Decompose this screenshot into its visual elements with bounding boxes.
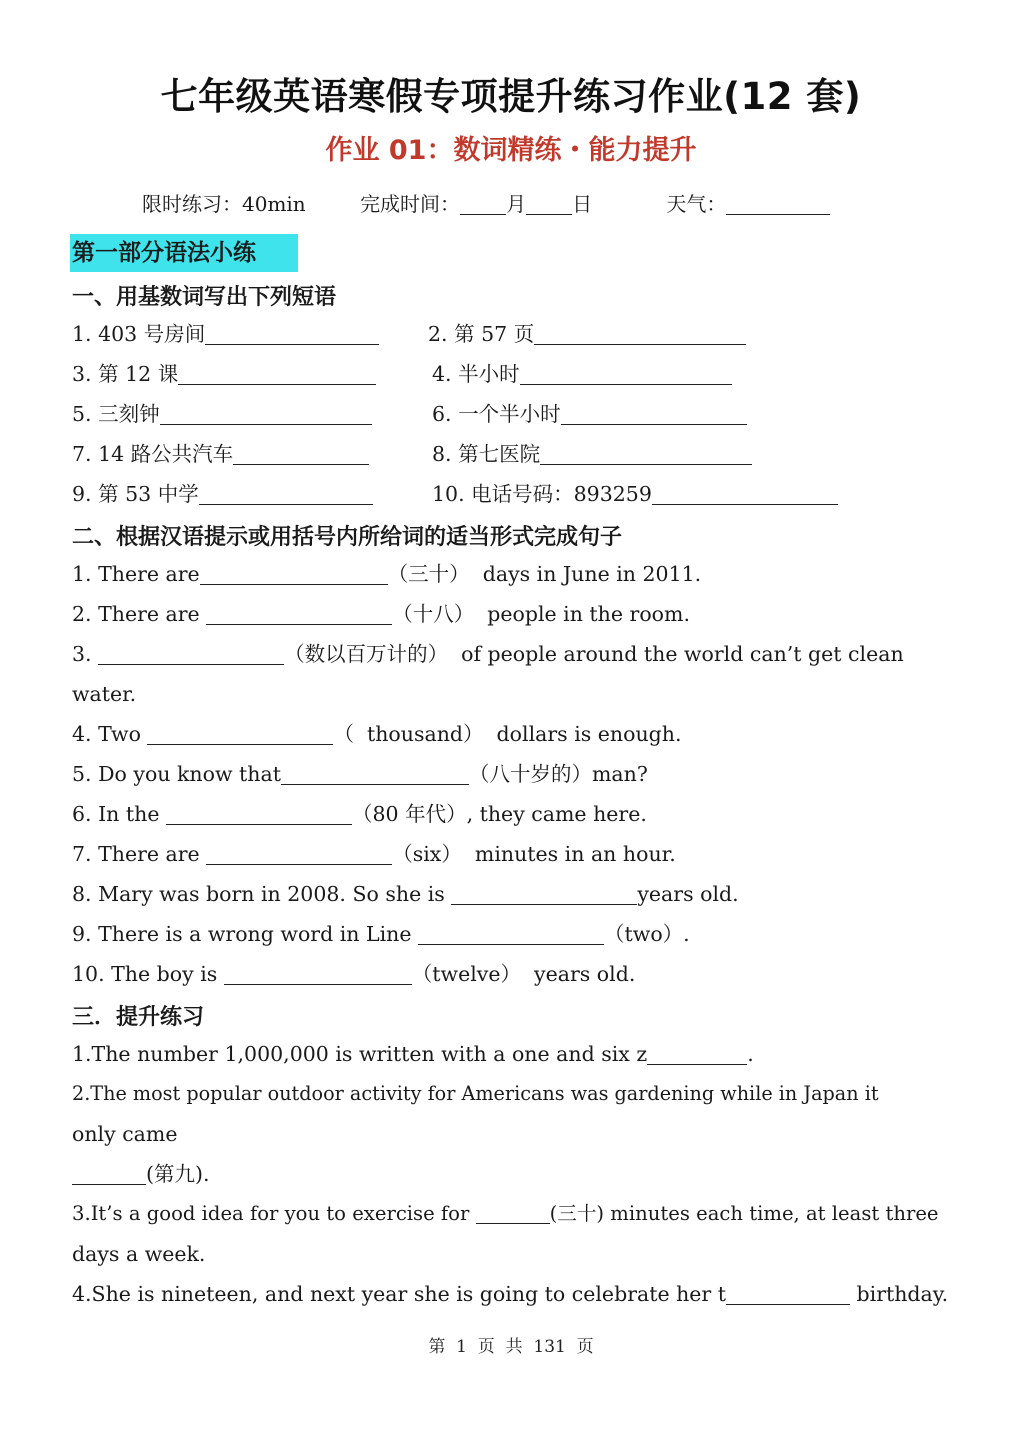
sentence-pre: 1. There are (72, 562, 200, 586)
answer-blank[interactable] (200, 562, 388, 585)
answer-blank[interactable] (233, 442, 369, 465)
sentence-post: (三十) minutes each time, at least three (549, 1202, 939, 1225)
sentence-pre: 2. There are (72, 602, 207, 626)
q1-heading: 一、用基数词写出下列短语 (72, 285, 337, 310)
answer-blank[interactable] (178, 362, 376, 385)
answer-blank[interactable] (281, 762, 469, 785)
sentence-pre: 1.The number 1,000,000 is written with a one and six z (72, 1042, 648, 1066)
answer-blank[interactable] (561, 404, 747, 425)
day-blank[interactable] (526, 194, 572, 215)
sentence (72, 680, 136, 708)
sentence-post: （八十岁的）man? (468, 762, 648, 786)
list-item (432, 360, 732, 388)
list-item (72, 400, 372, 428)
list-item (428, 320, 746, 348)
time-limit: 限时练习：40min (142, 192, 306, 216)
sentence (72, 1280, 948, 1308)
answer-blank[interactable] (166, 802, 352, 825)
answer-blank[interactable] (726, 1282, 850, 1305)
sentence (72, 760, 648, 788)
sentence (72, 600, 690, 628)
sentence-post: （数以百万计的） of people around the world can’t get clean (284, 642, 904, 666)
answer-blank[interactable] (520, 364, 732, 385)
sentence-pre: only came (72, 1122, 178, 1146)
sentence-pre: 6. In the (72, 802, 166, 826)
list-item (432, 480, 838, 508)
sentence (72, 1040, 754, 1068)
sentence (72, 1120, 177, 1148)
answer-blank[interactable] (147, 722, 333, 745)
answer-blank[interactable] (224, 962, 412, 985)
list-item (72, 320, 379, 348)
answer-blank[interactable] (534, 324, 746, 345)
answer-blank[interactable] (647, 1042, 747, 1065)
answer-blank[interactable] (418, 922, 604, 945)
item-label: 9. 第 53 中学 (72, 482, 199, 506)
sentence-pre: 3. (72, 642, 99, 666)
sentence-pre: 5. Do you know that (72, 762, 281, 786)
page-subtitle: 作业 01：数词精练・能力提升 (325, 135, 697, 166)
sentence-post: （two）. (604, 922, 690, 946)
sentence-pre: 4.She is nineteen, and next year she is going to celebrate her t (72, 1282, 726, 1306)
item-label: 4. 半小时 (432, 362, 520, 386)
item-label: 3. 第 12 课 (72, 362, 179, 386)
section-banner: 第一部分语法小练 (70, 234, 298, 272)
answer-blank[interactable] (98, 642, 284, 665)
sentence-post: （80 年代）, they came here. (351, 802, 647, 826)
item-label: 8. 第七医院 (432, 442, 541, 466)
sentence-pre: 10. The boy is (72, 962, 224, 986)
finish-label: 完成时间： (360, 192, 461, 216)
list-item (72, 360, 376, 388)
item-label: 1. 403 号房间 (72, 322, 206, 346)
list-item (432, 400, 747, 428)
sentence (72, 720, 682, 748)
answer-blank[interactable] (476, 1201, 550, 1224)
weather-label: 天气： (666, 192, 727, 216)
sentence (72, 1160, 210, 1188)
sentence-post: . (747, 1042, 754, 1066)
sentence-post: （三十） days in June in 2011. (387, 562, 702, 586)
sentence-pre: 3.It’s a good idea for you to exercise for (72, 1202, 476, 1225)
item-label: 6. 一个半小时 (432, 402, 561, 426)
answer-blank[interactable] (540, 444, 752, 465)
page-title: 七年级英语寒假专项提升练习作业(12 套) (160, 75, 862, 118)
weather-blank[interactable] (726, 194, 830, 215)
page-footer: 第 1 页 共 131 页 (428, 1337, 594, 1357)
sentence (72, 880, 739, 908)
sentence (72, 640, 904, 668)
sentence-pre: 8. Mary was born in 2008. So she is (72, 882, 452, 906)
answer-blank[interactable] (205, 322, 379, 345)
answer-blank[interactable] (652, 484, 838, 505)
answer-blank[interactable] (206, 842, 392, 865)
list-item (72, 440, 369, 468)
item-label: 7. 14 路公共汽车 (72, 442, 234, 466)
sentence-pre: 9. There is a wrong word in Line (72, 922, 419, 946)
sentence (72, 960, 635, 988)
sentence-pre: water. (72, 682, 137, 706)
sentence-post: birthday. (850, 1282, 949, 1306)
q2-heading: 二、根据汉语提示或用括号内所给词的适当形式完成句子 (72, 525, 623, 550)
sentence (72, 1200, 939, 1228)
list-item (432, 440, 752, 468)
sentence (72, 840, 676, 868)
sentence (72, 1240, 205, 1268)
item-label: 5. 三刻钟 (72, 402, 160, 426)
answer-blank[interactable] (451, 882, 637, 905)
list-item (72, 480, 373, 508)
day-label: 日 (572, 192, 593, 216)
sentence-post: （twelve） years old. (411, 962, 636, 986)
item-label: 2. 第 57 页 (428, 322, 535, 346)
sentence-pre: 4. Two (72, 722, 148, 746)
sentence-pre: 2.The most popular outdoor activity for Americans was gardening while in Japan it (72, 1082, 879, 1105)
sentence (72, 800, 647, 828)
q3-heading: 三．提升练习 (72, 1005, 205, 1030)
sentence (72, 920, 690, 948)
sentence (72, 1080, 879, 1108)
sentence-post: years old. (637, 882, 739, 906)
answer-blank[interactable] (206, 602, 392, 625)
sentence (72, 560, 701, 588)
month-blank[interactable] (460, 194, 506, 215)
answer-blank[interactable] (72, 1162, 146, 1185)
sentence-post: (第九). (146, 1162, 210, 1186)
sentence-pre: days a week. (72, 1242, 206, 1266)
sentence-pre: 7. There are (72, 842, 207, 866)
month-label: 月 (506, 192, 527, 216)
answer-blank[interactable] (199, 482, 373, 505)
item-label: 10. 电话号码：893259 (432, 482, 652, 506)
sentence-post: （six） minutes in an hour. (392, 842, 676, 866)
meta-line (142, 188, 830, 217)
sentence-post: （ thousand） dollars is enough. (333, 722, 682, 746)
sentence-post: （十八） people in the room. (392, 602, 690, 626)
answer-blank[interactable] (160, 402, 372, 425)
